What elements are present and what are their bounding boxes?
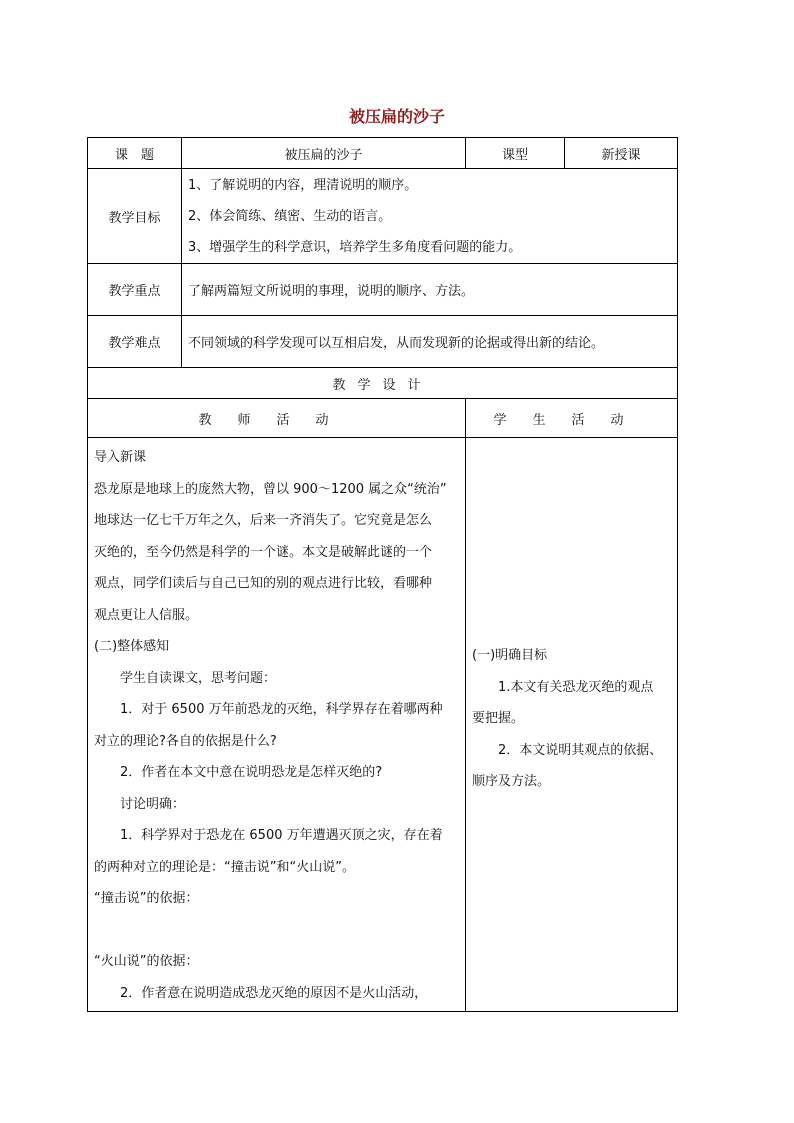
teacher-activity-heading: 教师活动	[88, 399, 466, 438]
paragraph-line: 要把握。	[472, 711, 525, 726]
paragraph-line: 2．本文说明其观点的依据、	[498, 742, 663, 758]
answer-line: 2．作者意在说明造成恐龙灭绝的原因不是火山活动，	[120, 985, 428, 1001]
answer-line: 的两种对立的理论是：“撞击说”和“火山说”。	[94, 859, 355, 875]
goals-content	[182, 169, 678, 264]
question-line: 2．作者在本文中意在说明恐龙是怎样灭绝的?	[120, 765, 383, 780]
paragraph-line: 1.本文有关恐龙灭绝的观点	[498, 679, 654, 695]
activity-body-row	[88, 438, 678, 1012]
activity-heading-row	[88, 399, 678, 438]
key-points-text: 了解两篇短文所说明的事理，说明的顺序、方法。	[182, 264, 678, 316]
goals-row	[88, 169, 678, 264]
paragraph-line: 恐龙原是地球上的庞然大物，曾以 900～1200 属之众“统治”	[94, 481, 447, 497]
paragraph-line: 地球达一亿七千万年之久，后来一齐消失了。它究竟是怎么	[94, 513, 433, 528]
topic-label: 课 题	[88, 138, 182, 169]
section-heading: 导入新课	[94, 450, 147, 465]
goal-item: 3、增强学生的科学意识，培养学生多角度看问题的能力。	[188, 239, 522, 255]
lesson-plan-table	[87, 137, 678, 1012]
header-row	[88, 138, 678, 169]
design-heading: 教学设计	[88, 368, 678, 399]
paragraph-line: 讨论明确：	[120, 796, 186, 812]
key-points-row	[88, 264, 678, 316]
difficulties-text: 不同领域的科学发现可以互相启发，从而发现新的论据或得出新的结论。	[182, 316, 678, 368]
question-line: 对立的理论?各自的依据是什么?	[94, 733, 277, 749]
section-heading: (一)明确目标	[472, 648, 548, 663]
difficulties-row	[88, 316, 678, 368]
key-points-label: 教学重点	[88, 264, 182, 316]
lesson-type-value: 新授课	[565, 138, 678, 169]
difficulties-label: 教学难点	[88, 316, 182, 368]
paragraph-line: 学生自读课文，思考问题：	[120, 670, 277, 686]
answer-line: 1．科学界对于恐龙在 6500 万年遭遇灭顶之灾，存在着	[120, 828, 443, 843]
student-activity-content	[466, 438, 678, 1012]
teacher-activity-content	[88, 438, 466, 1012]
goal-item: 2、体会简练、缜密、生动的语言。	[188, 208, 392, 224]
goals-label: 教学目标	[88, 169, 182, 264]
design-heading-row	[88, 368, 678, 399]
document-title: 被压扁的沙子	[348, 107, 445, 126]
paragraph-line: 观点更让人信服。	[94, 607, 199, 623]
question-line: 1．对于 6500 万年前恐龙的灭绝，科学界存在着哪两种	[120, 702, 443, 717]
student-activity-heading: 学生活动	[466, 399, 678, 438]
goal-item: 1、了解说明的内容，理清说明的顺序。	[188, 177, 418, 193]
answer-line: “撞击说”的依据：	[94, 891, 199, 906]
blank-space	[94, 915, 461, 947]
paragraph-line: 灭绝的，至今仍然是科学的一个谜。本文是破解此谜的一个	[94, 544, 433, 560]
paragraph-line: 观点，同学们读后与自己已知的别的观点进行比较，看哪种	[94, 576, 433, 591]
topic-value: 被压扁的沙子	[182, 138, 466, 169]
answer-line: “火山说”的依据：	[94, 954, 199, 969]
section-heading: (二)整体感知	[94, 639, 170, 654]
lesson-type-label: 课型	[466, 138, 565, 169]
paragraph-line: 顺序及方法。	[472, 774, 551, 789]
